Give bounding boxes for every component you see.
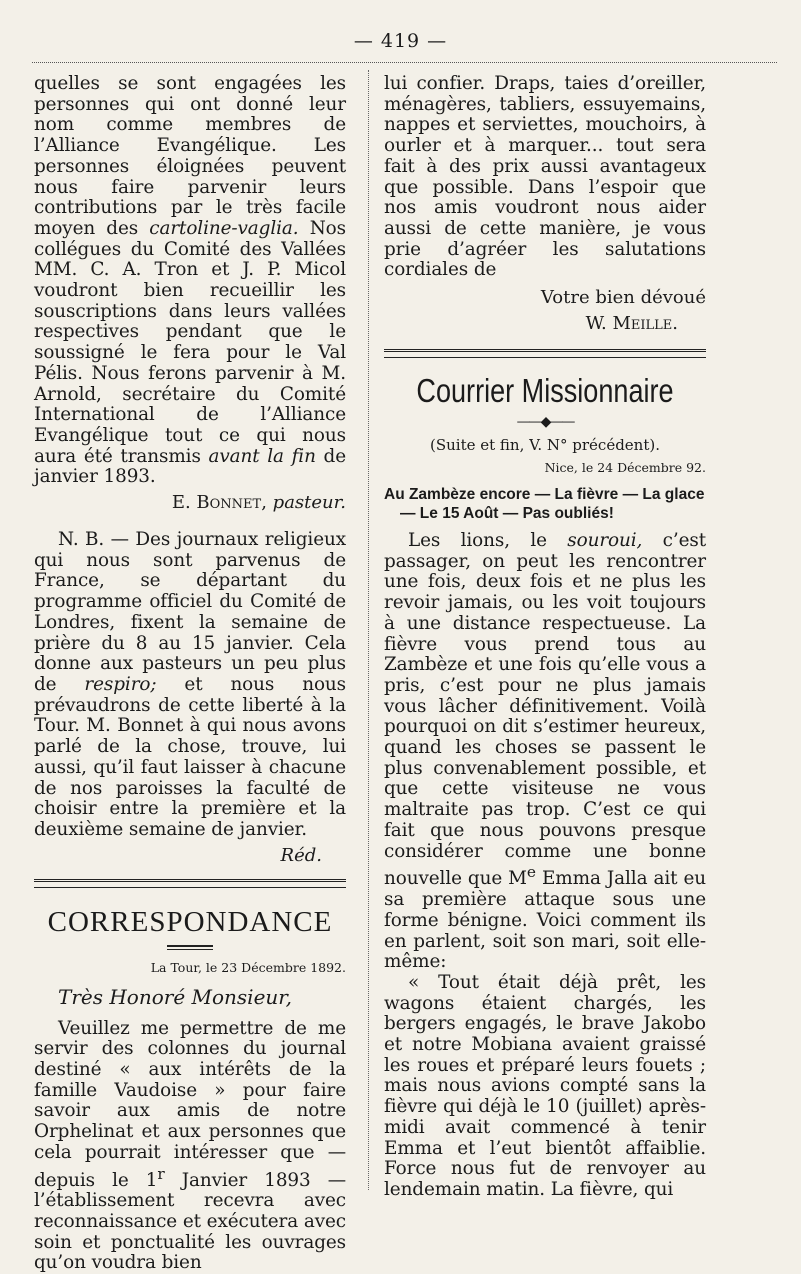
nb-paragraph bbox=[34, 530, 346, 841]
column-divider bbox=[368, 70, 369, 1190]
signature-meille bbox=[384, 313, 678, 335]
text-span: Veuillez me permettre de me servir des colonnes du journal destiné « aux intérêts de la famille Vaudoise » pour faire savoir aux amis de notre Orphelinat et aux personnes que cela pourrait intéresser que — depuis le 1 bbox=[34, 1017, 346, 1191]
section-rule bbox=[384, 349, 706, 358]
italic-span: souroui, bbox=[567, 530, 643, 552]
signature-role: pasteur. bbox=[266, 492, 346, 514]
alliance-paragraph bbox=[34, 74, 346, 488]
signature-redaction bbox=[34, 845, 322, 867]
letter-paragraph bbox=[34, 1019, 346, 1274]
redaction-mark: Réd. bbox=[280, 844, 322, 866]
signature-bonnet bbox=[34, 492, 346, 514]
letter-continuation: lui confier. Draps, taies d’oreiller, ménagères, tabliers, essuyemains, nappes et serviettes, mouchoirs, à ourler et à marquer... tout sera fait à des prix aussi avantageux que possible. Dans l’espoir que nos amis voudront nous aider aussi de cette manière, je vous prie d’agréer les salutations cordiales de bbox=[384, 73, 706, 281]
quote-paragraph: « Tout était déjà prêt, les wagons étaient chargés, les bergers engagés, le brave Jakobo et notre Mobiana avaient graissé les roues et préparé leurs fouets ; mais nous avions compté sans la fièvre qui déjà le 10 (juillet) après-midi avait commencé à tenir Emma et l’eut bientôt affaiblie. Force nous fut de renvoyer au lendemain matin. La fièvre, qui bbox=[384, 971, 706, 1200]
courrier-heading: Courrier Missionnaire bbox=[416, 372, 674, 410]
nice-dateline: Nice, le 24 Décembre 92. bbox=[544, 460, 706, 476]
letter-closing: Votre bien dévoué bbox=[540, 287, 706, 309]
text-span: N. B. — Des journaux religieux qui nous sont parvenus de France, se départant du programme officiel du Comité de Londres, fixent la semaine de prière du 8 au 15 janvier. Cela donne aux pasteurs un peu plus de bbox=[34, 529, 346, 695]
right-column bbox=[384, 74, 706, 1201]
italic-span: respiro; bbox=[84, 673, 157, 695]
header-rule bbox=[32, 62, 777, 63]
text-span: Janvier 1893 — l’établissement recevra avec reconnaissance et exécutera avec soin et ponctualité les ouvrages qu’on voudra bien bbox=[34, 1169, 347, 1274]
letter-dateline: La Tour, le 23 Décembre 1892. bbox=[150, 959, 346, 975]
correspondance-heading: CORRESPONDANCE bbox=[47, 905, 333, 938]
text-span: et nous nous prévaudrons de cette liberté à la Tour. M. Bonnet à qui nous avons parlé de la chose, trouve, lui aussi, qu’il faut laisser à chacune de nos paroisses la faculté de choisir entre la première et la deuxième semaine de janvier. bbox=[34, 673, 346, 840]
superscript: r bbox=[157, 1164, 165, 1183]
lions-paragraph bbox=[384, 531, 706, 973]
letter-salutation: Très Honoré Monsieur, bbox=[58, 984, 293, 1009]
text-span: Les lions, le bbox=[408, 530, 568, 552]
page-number: — 419 — bbox=[353, 30, 448, 52]
text-span: c’est passager, on peut les rencontrer une fois, deux fois et ne plus les revoir jamais, ou les voit toujours à une distance respectueuse. La fièvre vous prend tous au Zambèze et une fois qu’elle vous a pris, c’est pour ne plus jamais vous lâcher définitivement. Voilà pourquoi on dit s’estimer heureux, quand les choses se passent le plus convenablement possible, et que cette visiteuse ne vous maltraite pas trop. C’est ce qui fait que nous pouvons presque considérer comme une bonne nouvelle que M bbox=[384, 530, 706, 890]
ornament-divider: ——◆—— bbox=[516, 414, 574, 431]
section-rule bbox=[34, 879, 346, 888]
signature-name: E. Bonnet, bbox=[171, 492, 267, 514]
signature-name: W. Meille. bbox=[585, 313, 678, 335]
text-span: Nos collégues du Comité des Vallées MM. C. A. Tron et J. P. Micol voudront bien recueillir les souscriptions dans leurs vallées respectives pendant que le soussigné le fera pour le Val Pélis. Nous ferons parvenir à M. Arnold, secrétaire du Comité International de l’Alliance Evangélique tout ce qui nous aura été transmis bbox=[34, 217, 346, 467]
heading-underline bbox=[167, 945, 213, 950]
suite-note: (Suite et fin, V. N° précédent). bbox=[430, 436, 660, 455]
text-span: Emma Jalla ait eu sa première attaque sous une forme bénigne. Voici comment ils en parlent, soit son mari, soit elle-même: bbox=[384, 868, 706, 973]
italic-span: cartoline-vaglia. bbox=[149, 217, 299, 239]
left-column bbox=[34, 74, 346, 1274]
text-span: de janvier 1893. bbox=[34, 445, 346, 488]
italic-span: avant la fin bbox=[208, 445, 316, 467]
article-subhead: Au Zambèze encore — La fièvre — La glace — Le 15 Août — Pas oubliés! bbox=[384, 486, 705, 523]
superscript: e bbox=[526, 863, 536, 882]
text-span: quelles se sont engagées les personnes qui ont donné leur nom comme membres de l’Alliance Evangélique. Les personnes éloignées peuvent nous faire parvenir leurs contributions par le très facile moyen des bbox=[34, 73, 346, 239]
